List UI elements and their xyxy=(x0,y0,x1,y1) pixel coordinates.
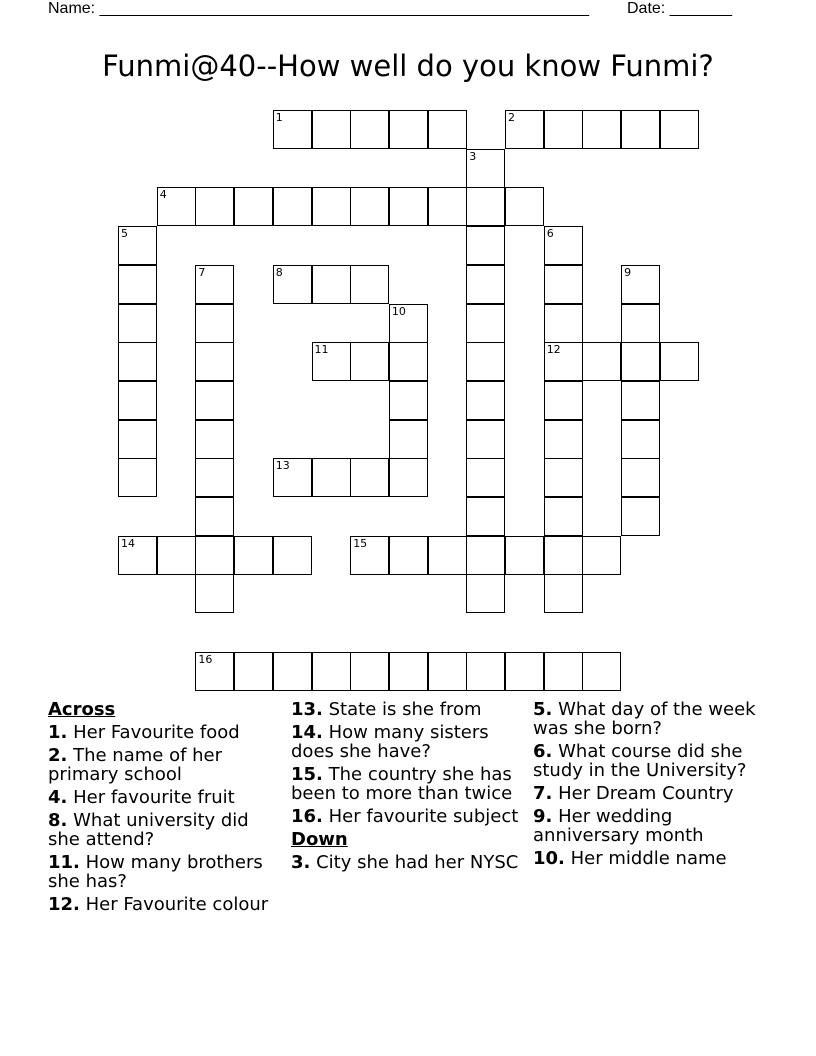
clue-number-label: 10 xyxy=(391,304,406,318)
grid-cell[interactable] xyxy=(350,187,389,226)
clue-number: 6. xyxy=(533,741,553,762)
clue-text: Her favourite fruit xyxy=(73,787,235,808)
grid-cell[interactable] xyxy=(195,265,234,304)
clue-down-10 xyxy=(533,849,765,868)
grid-cell[interactable] xyxy=(157,536,196,575)
grid-cell[interactable] xyxy=(118,265,157,304)
clue-number-label: 4 xyxy=(159,188,167,202)
grid-cell[interactable] xyxy=(544,458,583,497)
grid-cell[interactable] xyxy=(312,110,351,149)
grid-cell[interactable] xyxy=(428,652,467,691)
grid-cell[interactable] xyxy=(582,536,621,575)
grid-cell[interactable] xyxy=(389,536,428,575)
grid-cell[interactable] xyxy=(544,652,583,691)
grid-cell[interactable] xyxy=(195,420,234,459)
clue-text: Her Dream Country xyxy=(558,783,734,804)
clue-text: The name of her primary school xyxy=(48,745,223,785)
clue-across-1 xyxy=(48,723,280,742)
grid-cell[interactable] xyxy=(544,574,583,613)
grid-cell[interactable] xyxy=(195,458,234,497)
grid-cell[interactable] xyxy=(234,187,273,226)
clue-text: What day of the week was she born? xyxy=(533,699,756,739)
clue-number: 4. xyxy=(48,787,68,808)
grid-cell[interactable] xyxy=(582,652,621,691)
clue-number-label: 2 xyxy=(508,111,515,124)
clue-number: 9. xyxy=(533,806,553,827)
grid-cell[interactable] xyxy=(195,652,234,691)
grid-cell[interactable] xyxy=(389,652,428,691)
down-heading: Down xyxy=(291,829,348,850)
grid-cell[interactable] xyxy=(195,536,234,575)
page-title: Funmi@40--How well do you know Funmi? xyxy=(102,49,714,83)
grid-cell[interactable] xyxy=(312,265,351,304)
name-field[interactable]: Name: _______________________________________________________ xyxy=(48,0,589,17)
clue-down-6 xyxy=(533,742,765,780)
grid-cell[interactable] xyxy=(118,536,157,575)
grid-cell[interactable] xyxy=(660,110,699,149)
grid-cell[interactable] xyxy=(544,304,583,343)
grid-cell[interactable] xyxy=(621,458,660,497)
clues-column-3 xyxy=(533,700,765,872)
clue-number-label: 13 xyxy=(275,459,290,473)
grid-cell[interactable] xyxy=(118,458,157,497)
grid-cell[interactable] xyxy=(195,574,234,613)
grid-cell[interactable] xyxy=(621,342,660,381)
grid-cell[interactable] xyxy=(195,342,234,381)
across-heading: Across xyxy=(48,699,116,720)
grid-cell[interactable] xyxy=(505,536,544,575)
grid-cell[interactable] xyxy=(505,652,544,691)
clue-text: Her favourite subject xyxy=(328,806,519,827)
date-field[interactable]: Date: _______ xyxy=(627,0,732,17)
clue-across-8 xyxy=(48,811,280,849)
grid-cell[interactable] xyxy=(544,536,583,575)
grid-cell[interactable] xyxy=(544,381,583,420)
clue-number-label: 1 xyxy=(275,111,283,124)
clue-down-3 xyxy=(291,853,523,872)
grid-cell[interactable] xyxy=(234,536,273,575)
clue-number-label: 5 xyxy=(121,227,128,241)
grid-cell[interactable] xyxy=(350,110,389,149)
grid-cell[interactable] xyxy=(428,110,467,149)
clue-text: Her Favourite colour xyxy=(85,894,269,915)
grid-cell[interactable] xyxy=(621,497,660,536)
grid-cell[interactable] xyxy=(195,381,234,420)
clue-number-label: 3 xyxy=(469,149,477,163)
clue-text: How many sisters does she have? xyxy=(291,722,489,762)
clue-across-14 xyxy=(291,723,523,761)
grid-cell[interactable] xyxy=(621,110,660,149)
clue-across-4 xyxy=(48,788,280,807)
clue-text: Her Favourite food xyxy=(73,722,240,743)
clue-text: How many brothers she has? xyxy=(48,852,263,892)
grid-cell[interactable] xyxy=(466,381,505,420)
clue-number: 5. xyxy=(533,699,553,720)
grid-cell[interactable] xyxy=(466,497,505,536)
grid-cell[interactable] xyxy=(312,342,351,381)
grid-cell[interactable] xyxy=(118,381,157,420)
grid-cell[interactable] xyxy=(118,342,157,381)
clue-text: The country she has been to more than twice xyxy=(291,764,513,804)
grid-cell[interactable] xyxy=(621,381,660,420)
grid-cell[interactable] xyxy=(582,342,621,381)
grid-cell[interactable] xyxy=(466,536,505,575)
grid-cell[interactable] xyxy=(157,187,196,226)
grid-cell[interactable] xyxy=(389,381,428,420)
clue-text: Her wedding anniversary month xyxy=(533,806,704,846)
clue-text: What university did she attend? xyxy=(48,810,249,850)
clue-across-16 xyxy=(291,807,523,826)
clue-number: 11. xyxy=(48,852,80,873)
grid-cell[interactable] xyxy=(195,497,234,536)
grid-cell[interactable] xyxy=(389,304,428,343)
grid-cell[interactable] xyxy=(389,187,428,226)
clue-text: City she had her NYSC xyxy=(316,852,519,873)
grid-cell[interactable] xyxy=(234,652,273,691)
clue-number: 16. xyxy=(291,806,323,827)
grid-cell[interactable] xyxy=(544,226,583,265)
grid-cell[interactable] xyxy=(466,149,505,188)
grid-cell[interactable] xyxy=(312,187,351,226)
grid-cell[interactable] xyxy=(505,187,544,226)
grid-cell[interactable] xyxy=(118,304,157,343)
clue-across-13 xyxy=(291,700,523,719)
clue-across-11 xyxy=(48,853,280,891)
grid-cell[interactable] xyxy=(350,536,389,575)
grid-cell[interactable] xyxy=(544,265,583,304)
clue-number-label: 15 xyxy=(353,536,368,550)
grid-cell[interactable] xyxy=(466,304,505,343)
grid-cell[interactable] xyxy=(350,265,389,304)
clue-across-2 xyxy=(48,746,280,784)
clue-number-label: 12 xyxy=(546,343,561,357)
clue-number-label: 8 xyxy=(275,265,283,279)
clue-number: 15. xyxy=(291,764,323,785)
grid-cell[interactable] xyxy=(544,342,583,381)
clue-number: 2. xyxy=(48,745,68,766)
clue-text: Her middle name xyxy=(570,848,727,869)
clue-down-5 xyxy=(533,700,765,738)
grid-cell[interactable] xyxy=(582,110,621,149)
grid-cell[interactable] xyxy=(621,265,660,304)
grid-cell[interactable] xyxy=(195,304,234,343)
grid-cell[interactable] xyxy=(544,110,583,149)
grid-cell[interactable] xyxy=(273,536,312,575)
clue-number-label: 14 xyxy=(121,536,135,550)
grid-cell[interactable] xyxy=(660,342,699,381)
clue-number-label: 16 xyxy=(198,652,213,666)
clue-number: 14. xyxy=(291,722,323,743)
clue-text: What course did she study in the University? xyxy=(533,741,747,781)
grid-cell[interactable] xyxy=(350,342,389,381)
grid-cell[interactable] xyxy=(466,574,505,613)
clue-number: 10. xyxy=(533,848,565,869)
grid-cell[interactable] xyxy=(428,536,467,575)
clue-across-15 xyxy=(291,765,523,803)
grid-cell[interactable] xyxy=(621,304,660,343)
clues-column-2 xyxy=(291,700,523,876)
clue-number: 13. xyxy=(291,699,323,720)
clue-number-label: 7 xyxy=(198,265,206,279)
grid-cell[interactable] xyxy=(118,226,157,265)
clue-across-12 xyxy=(48,895,280,914)
grid-cell[interactable] xyxy=(350,458,389,497)
clue-number: 1. xyxy=(48,722,68,743)
grid-cell[interactable] xyxy=(428,187,467,226)
grid-cell[interactable] xyxy=(466,265,505,304)
grid-cell[interactable] xyxy=(544,420,583,459)
grid-cell[interactable] xyxy=(312,652,351,691)
clue-number: 8. xyxy=(48,810,68,831)
grid-cell[interactable] xyxy=(195,187,234,226)
clue-down-7 xyxy=(533,784,765,803)
grid-cell[interactable] xyxy=(389,420,428,459)
grid-cell[interactable] xyxy=(350,652,389,691)
clue-text: State is she from xyxy=(328,699,482,720)
clues-column-1 xyxy=(48,700,280,918)
grid-cell[interactable] xyxy=(466,420,505,459)
grid-cell[interactable] xyxy=(273,265,312,304)
grid-cell[interactable] xyxy=(505,110,544,149)
grid-cell[interactable] xyxy=(389,458,428,497)
grid-cell[interactable] xyxy=(273,187,312,226)
grid-cell[interactable] xyxy=(466,187,505,226)
grid-cell[interactable] xyxy=(273,458,312,497)
grid-cell[interactable] xyxy=(466,458,505,497)
grid-cell[interactable] xyxy=(273,652,312,691)
clue-number-label: 11 xyxy=(314,343,329,357)
grid-cell[interactable] xyxy=(621,420,660,459)
grid-cell[interactable] xyxy=(312,458,351,497)
grid-cell[interactable] xyxy=(544,497,583,536)
clue-number: 3. xyxy=(291,852,311,873)
grid-cell[interactable] xyxy=(273,110,312,149)
grid-cell[interactable] xyxy=(466,652,505,691)
clue-down-9 xyxy=(533,807,765,845)
clue-number: 12. xyxy=(48,894,80,915)
grid-cell[interactable] xyxy=(466,226,505,265)
clue-number: 7. xyxy=(533,783,553,804)
grid-cell[interactable] xyxy=(466,342,505,381)
grid-cell[interactable] xyxy=(389,342,428,381)
clue-number-label: 6 xyxy=(546,227,554,241)
grid-cell[interactable] xyxy=(389,110,428,149)
clue-number-label: 9 xyxy=(624,265,632,279)
grid-cell[interactable] xyxy=(118,420,157,459)
